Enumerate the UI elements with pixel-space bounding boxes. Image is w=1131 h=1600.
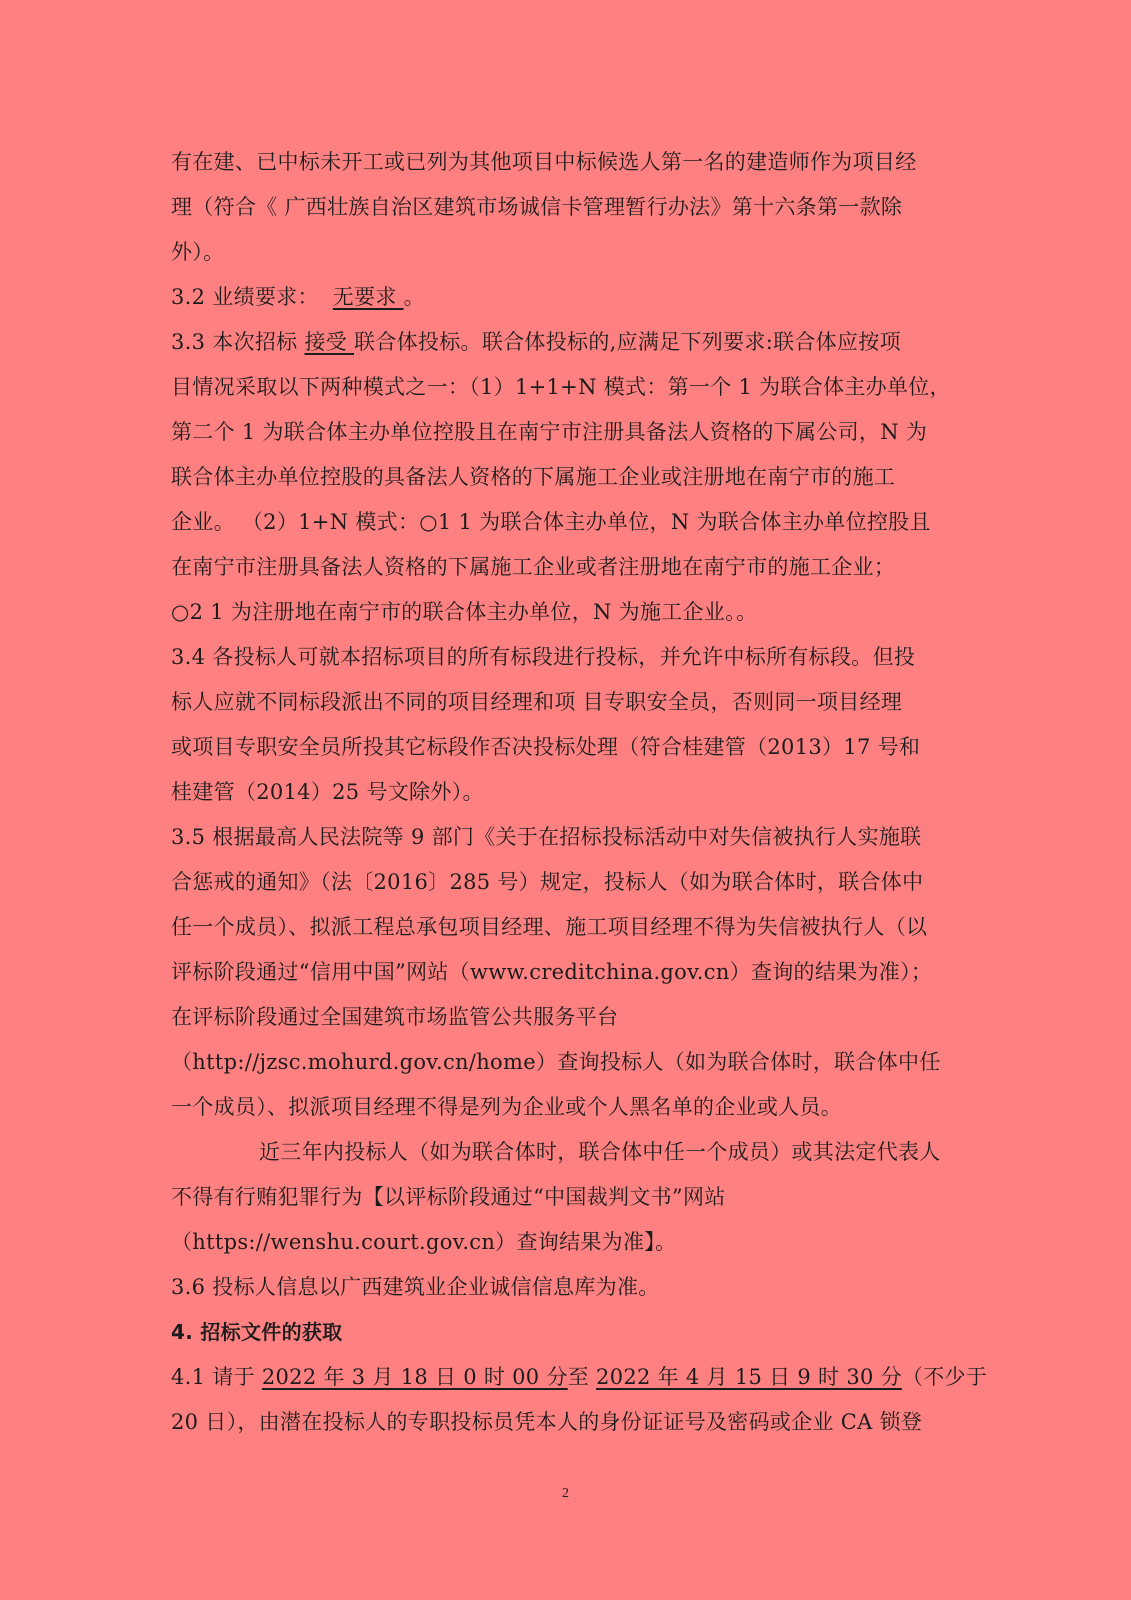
text-line: 目情况采取以下两种模式之一：（1）1+1+N 模式：第一个 1 为联合体主办单位， (171, 375, 951, 399)
clause-3-5: 3.5 根据最高人民法院等 9 部门《关于在招标投标活动中对失信被执行人实施联 (171, 825, 922, 849)
text-line: ○2 1 为注册地在南宁市的联合体主办单位，N 为施工企业。。 (171, 600, 758, 624)
indented-paragraph: 近三年内投标人（如为联合体时，联合体中任一个成员）或其法定代表人 (259, 1140, 941, 1164)
text-line: 联合体主办单位控股的具备法人资格的下属施工企业或注册地在南宁市的施工 (171, 465, 896, 489)
text-line: 第二个 1 为联合体主办单位控股且在南宁市注册具备法人资格的下属公司，N 为 (171, 420, 928, 444)
text-line: 在评标阶段通过全国建筑市场监管公共服务平台 (171, 1005, 619, 1029)
page-number: 2 (562, 1486, 569, 1501)
text-span: （不少于 (901, 1365, 988, 1389)
clause-3-6: 3.6 投标人信息以广西建筑业企业诚信信息库为准。 (171, 1275, 660, 1299)
text-line: 任一个成员）、拟派工程总承包项目经理、施工项目经理不得为失信被执行人（以 (171, 915, 928, 939)
text-line: 有在建、已中标未开工或已列为其他项目中标候选人第一名的建造师作为项目经 (171, 150, 917, 174)
underlined-value: 无要求 (332, 285, 404, 309)
text-line: 标人应就不同标段派出不同的项目经理和项 目专职安全员，否则同一项目经理 (171, 690, 903, 714)
text-line: 或项目专职安全员所投其它标段作否决投标处理（符合桂建管（2013）17 号和 (171, 735, 921, 759)
text-span: 联合体投标。联合体投标的,应满足下列要求:联合体应按项 (354, 330, 901, 354)
text-span: 。 (403, 285, 425, 309)
text-line: （https://wenshu.court.gov.cn）查询结果为准】。 (171, 1230, 677, 1254)
text-line: 评标阶段通过“信用中国”网站（www.creditchina.gov.cn）查询的结果为准）； (171, 960, 933, 984)
start-date: 2022 年 3 月 18 日 0 时 00 分 (261, 1365, 568, 1389)
text-span: 4.1 请于 (171, 1365, 262, 1389)
text-line: 一个成员）、拟派项目经理不得是列为企业或个人黑名单的企业或人员。 (171, 1095, 843, 1119)
document-body (171, 140, 988, 1445)
text-line: 合惩戒的通知》（法〔2016〕285 号）规定，投标人（如为联合体时，联合体中 (171, 870, 924, 894)
text-line: 在南宁市注册具备法人资格的下属施工企业或者注册地在南宁市的施工企业； (171, 555, 896, 579)
text-span: 至 (567, 1365, 597, 1389)
clause-4-1 (171, 1355, 988, 1400)
clause-3-2 (171, 275, 961, 320)
text-line: 不得有行贿犯罪行为【以评标阶段通过“中国裁判文书”网站 (171, 1185, 726, 1209)
text-span: 3.3 本次招标 (171, 330, 305, 354)
text-line: 桂建管（2014）25 号文除外）。 (171, 780, 484, 804)
text-line: 企业。 （2）1+N 模式：○1 1 为联合体主办单位，N 为联合体主办单位控股且 (171, 510, 931, 534)
text-line: 外）。 (171, 240, 225, 264)
text-line: （http://jzsc.mohurd.gov.cn/home）查询投标人（如为联合体时，联合体中任 (171, 1050, 941, 1074)
text-line: 理（符合《 广西壮族自治区建筑市场诚信卡管理暂行办法》第十六条第一款除 (171, 195, 903, 219)
clause-3-4: 3.4 各投标人可就本招标项目的所有标段进行投标，并允许中标所有标段。但投 (171, 645, 916, 669)
text-span: 3.2 业绩要求： (171, 285, 333, 309)
end-date: 2022 年 4 月 15 日 9 时 30 分 (596, 1365, 902, 1389)
text-line: 20 日），由潜在投标人的专职投标员凭本人的身份证证号及密码或企业 CA 锁登 (171, 1410, 923, 1434)
section-heading: 4. 招标文件的获取 (171, 1320, 343, 1344)
underlined-value: 接受 (304, 330, 355, 354)
clause-3-3 (171, 320, 961, 365)
